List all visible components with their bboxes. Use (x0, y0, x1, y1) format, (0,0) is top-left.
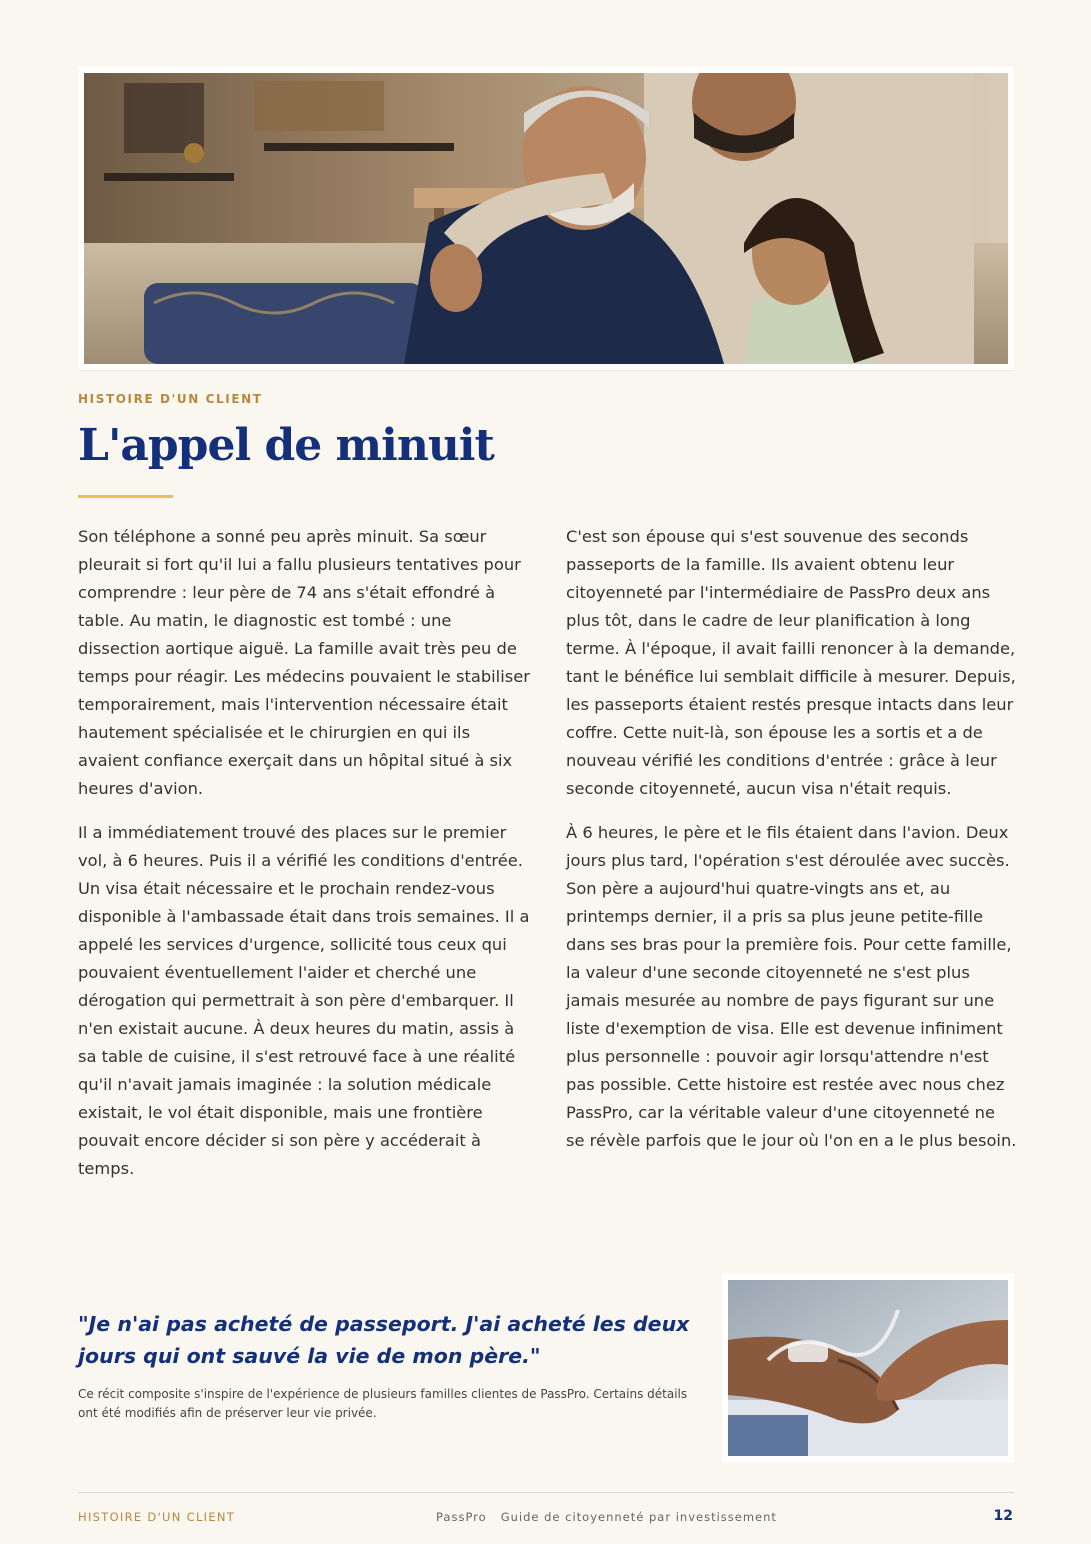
pull-quote: "Je n'ai pas acheté de passeport. J'ai acheté les deux jours qui ont sauvé la vie de mon père." (78, 1312, 690, 1368)
family-photo (84, 73, 1008, 364)
paragraph: Il a immédiatement trouvé des places sur le premier vol, à 6 heures. Puis il a vérifié les conditions d'entrée. Un visa était nécessaire et le prochain rendez-vous disponible à l'ambassade était dans trois semaines. Il a appelé les services d'urgence, sollicité tous ceux qui pouvaient éventuellement l'aider et cherché une dérogation qui permettrait à son père d'embarquer. Il n'en existait aucune. À deux heures du matin, assis à sa table de cuisine, il s'est retrouvé face à une réalité qu'il n'avait jamais imaginée : la solution médicale existait, le vol était disponible, mais une frontière pouvait encore décider si son père y accéderait à temps. (78, 823, 530, 1178)
inset-photo-frame (722, 1274, 1014, 1462)
article-title: L'appel de minuit (78, 420, 494, 471)
title-underline (78, 495, 173, 498)
article-column-right (566, 523, 1018, 1171)
hero-photo-frame (78, 67, 1014, 370)
paragraph: À 6 heures, le père et le fils étaient dans l'avion. Deux jours plus tard, l'opération s'est déroulée avec succès. Son père a aujourd'hui quatre-vingts ans et, au printemps dernier, il a pris sa plus jeune petite-fille dans ses bras pour la première fois. Pour cette famille, la valeur d'une seconde citoyenneté ne s'est plus jamais mesurée au nombre de pays figurant sur une liste d'exemption de visa. Elle est devenue infiniment plus personnelle : pouvoir agir lorsqu'attendre n'est pas possible. Cette histoire est restée avec nous chez PassPro, car la véritable valeur d'une citoyenneté ne se révèle parfois que le jour où l'on en a le plus besoin. (566, 823, 1017, 1150)
paragraph: Son téléphone a sonné peu après minuit. Sa sœur pleurait si fort qu'il lui a fallu plusieurs tentatives pour comprendre : leur père de 74 ans s'était effondré à table. Au matin, le diagnostic est tombé : une dissection aortique aiguë. La famille avait très peu de temps pour réagir. Les médecins pouvaient le stabiliser temporairement, mais l'intervention nécessaire était hautement spécialisée et le chirurgien en qui ils avaient confiance exerçait dans un hôpital situé à six heures d'avion. (78, 527, 530, 798)
page-number: 12 (993, 1508, 1013, 1524)
footer-guide-title: Guide de citoyenneté par investissement (500, 1510, 777, 1524)
disclaimer-note: Ce récit composite s'inspire de l'expérience de plusieurs familles clientes de PassPro. Certains détails ont été modifiés afin de préserver leur vie privée. (78, 1387, 688, 1420)
footer-brand: PassPro (436, 1510, 487, 1524)
paragraph: C'est son épouse qui s'est souvenue des seconds passeports de la famille. Ils avaient obtenu leur citoyenneté par l'intermédiaire de PassPro deux ans plus tôt, dans le cadre de leur planification à long terme. À l'époque, il avait failli renoncer à la demande, tant le bénéfice lui semblait difficile à mesurer. Depuis, les passeports étaient restés presque intacts dans leur coffre. Cette nuit-là, son épouse les a sortis et a de nouveau vérifié les conditions d'entrée : grâce à leur seconde citoyenneté, aucun visa n'était requis. (566, 527, 1016, 798)
footer-divider (78, 1492, 1014, 1493)
footer-section-label: HISTOIRE D'UN CLIENT (78, 1510, 236, 1524)
footer-publication (436, 1510, 777, 1524)
hospital-hands-photo (728, 1280, 1008, 1456)
section-kicker: HISTOIRE D'UN CLIENT (78, 392, 263, 406)
article-column-left (78, 523, 533, 1199)
